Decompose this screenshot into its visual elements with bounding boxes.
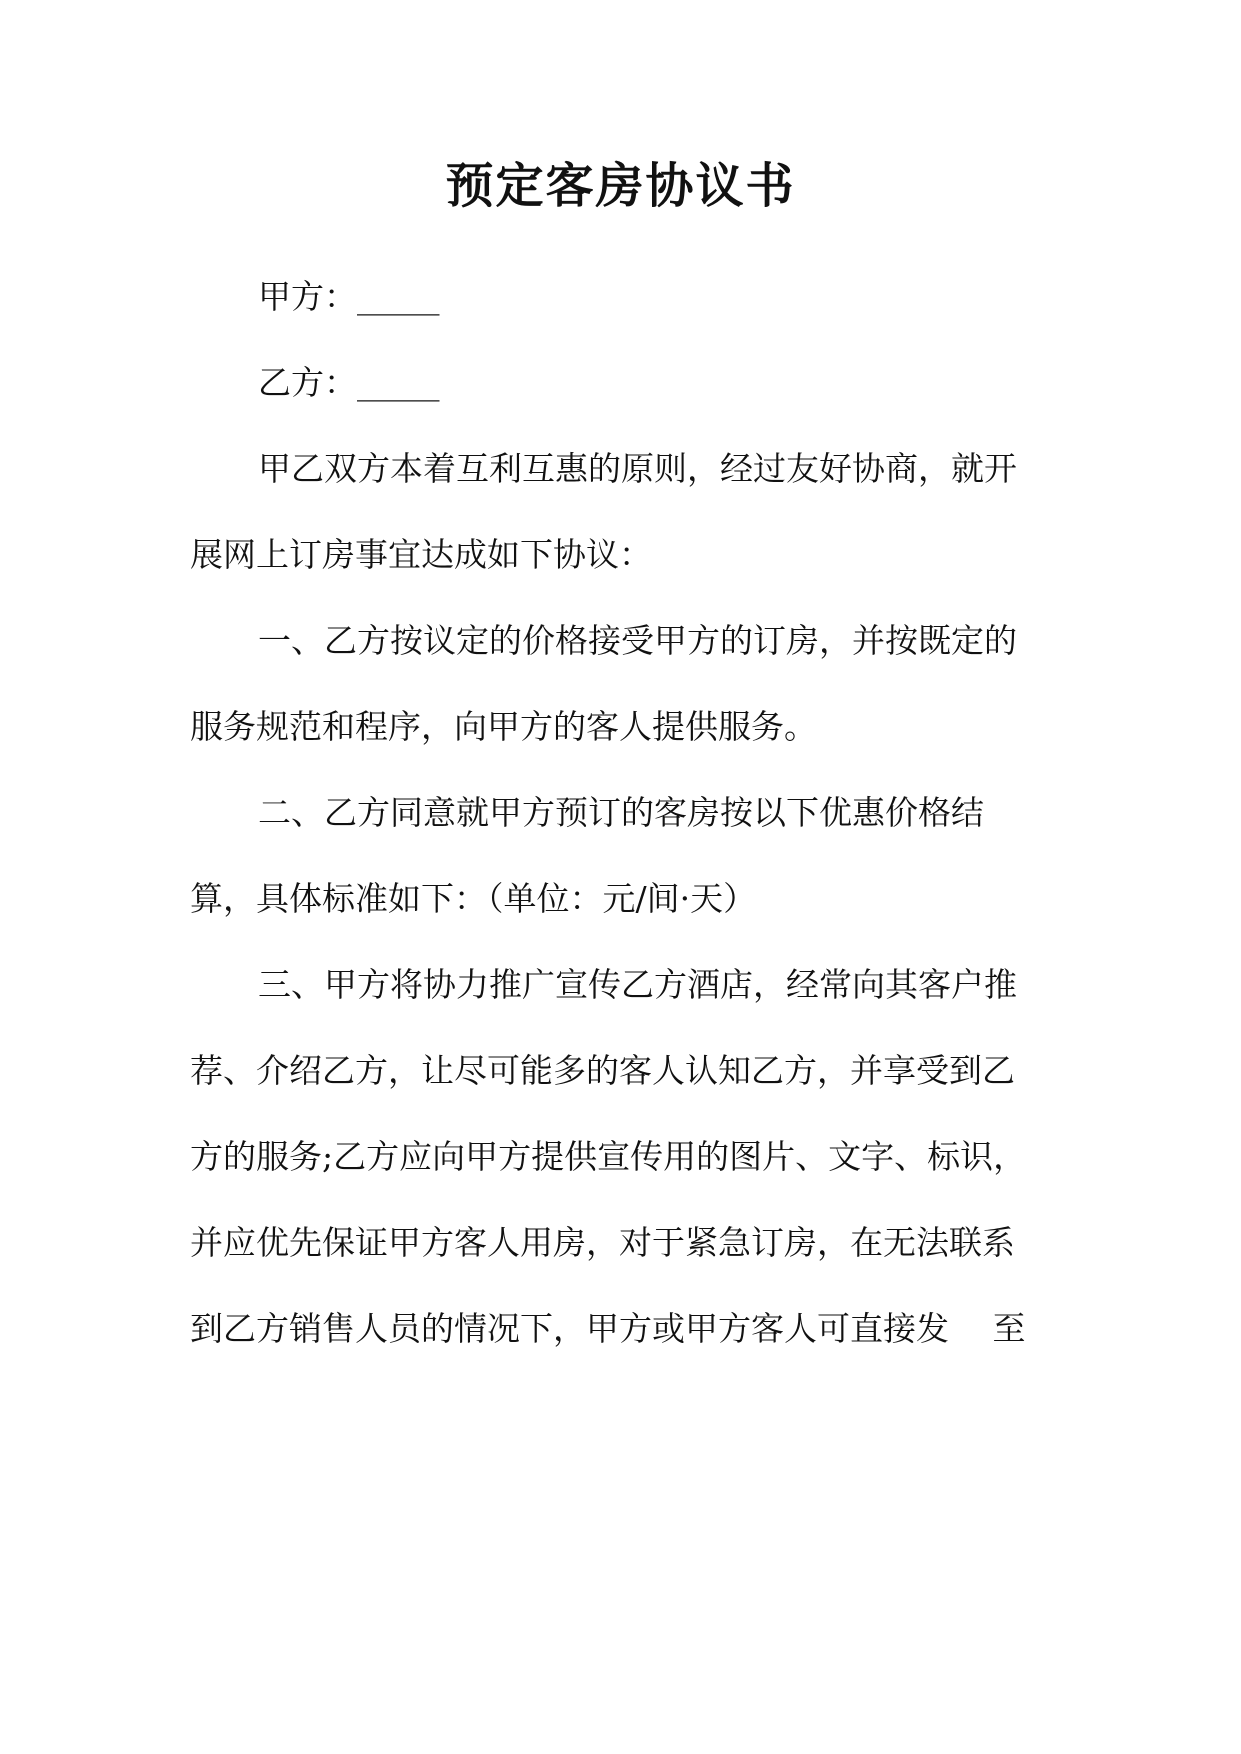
party-b-line: 乙方：_____ bbox=[258, 363, 440, 402]
paragraph-line: 荐、介绍乙方，让尽可能多的客人认知乙方，并享受到乙 bbox=[190, 1051, 1015, 1090]
paragraph-line: 二、乙方同意就甲方预订的客房按以下优惠价格结 bbox=[258, 793, 984, 832]
paragraph-line: 到乙方销售人员的情况下，甲方或甲方客人可直接发 至 bbox=[190, 1309, 1026, 1348]
paragraph-line: 并应优先保证甲方客人用房，对于紧急订房，在无法联系 bbox=[190, 1223, 1015, 1262]
party-a-line: 甲方：_____ bbox=[258, 277, 440, 316]
document-title: 预定客房协议书 bbox=[445, 158, 796, 214]
paragraph-line: 三、甲方将协力推广宣传乙方酒店，经常向其客户推 bbox=[258, 965, 1017, 1004]
paragraph-line: 展网上订房事宜达成如下协议： bbox=[190, 535, 652, 574]
paragraph-line: 算，具体标准如下：（单位：元/间·天） bbox=[190, 879, 757, 918]
paragraph-line: 一、乙方按议定的价格接受甲方的订房，并按既定的 bbox=[258, 621, 1017, 660]
paragraph-line: 服务规范和程序，向甲方的客人提供服务。 bbox=[190, 707, 817, 746]
paragraph-line: 甲乙双方本着互利互惠的原则，经过友好协商，就开 bbox=[258, 449, 1017, 488]
paragraph-line: 方的服务;乙方应向甲方提供宣传用的图片、文字、标识， bbox=[190, 1137, 1027, 1176]
